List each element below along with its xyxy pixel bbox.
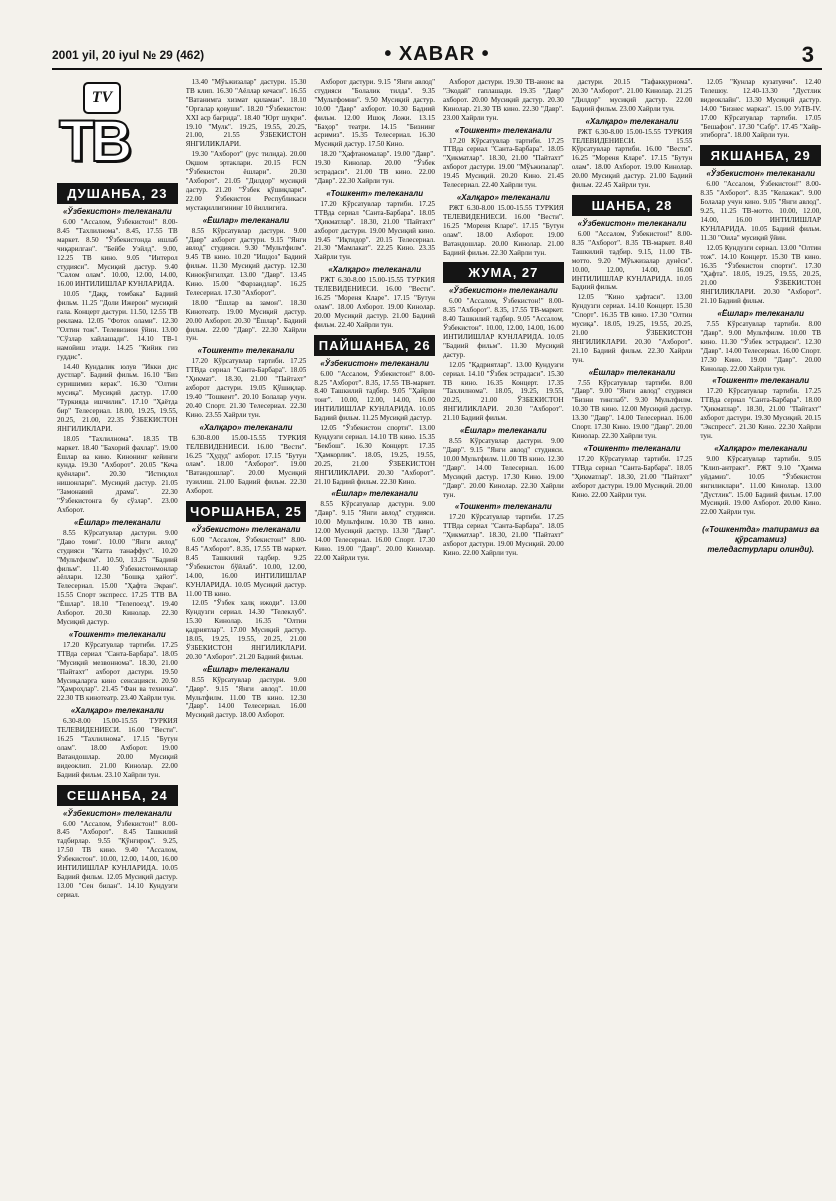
channel-heading: «Халқаро» телеканали: [70, 706, 164, 716]
column-4: [443, 78, 564, 1188]
program-listing: 6.30-8.00 15.00-15.55 ТУРКИЯ ТЕЛЕВИДЕНИЕСИ. 16.00 "Вести". 16.25 "Ҳудуд" ахборот. 17.15 "Бутун олам". 18.00 "Ахборот". 19.00 "Ватандошлар". 20.00 Мусиқий тузилиш. 21.00 Бадиий фильм. 22.30 Ахборот.: [185, 433, 307, 496]
day-heading: ДУШАНБА, 23: [57, 183, 178, 204]
program-listing: 6.00 "Ассалом, Ўзбекистон!" 8.00-8.25 "Ахборот". 8.35, 17.55 ТВ-маркет. 8.40 Ташкилий тадбир. 9.05 "Ҳайрли тонг". 10.00, 12.00, 14.00, 16.00 ИНТИЛИШЛАР КУНЛАРИДА. 10.05 Бадиий фильм. 11.25 Мусиқий дастур.: [314, 369, 436, 423]
program-listing: 8.55 Кўрсатувлар дастури. 9.00 "Давр". 9.15 "Янги авлод" студияси. 10.00 Мультфилм. 10.30 ТВ кино. 12.00 Мусиқий дастур. 13.30 "Давр". 14.00 Телесериал. 16.00 Спорт. 17.30 Кино. 19.00 "Давр". 20.00 Кинолар. 22.00 Хайрли тун.: [314, 500, 436, 562]
channel-heading: «Ёшлар» телеканали: [331, 489, 418, 499]
program-listing: 7.55 Кўрсатувлар тартиби. 8.00 "Давр". 9.00 Мультфилм. 10.00 ТВ кино. 11.30 "Ўзбек эстрадаси". 12.30 "Давр". 14.00 Телесериал. 16.00 Спорт. 17.30 Кино. 19.00 "Давр". 20.00 Кинолар. 22.00 Хайрли тун.: [700, 320, 822, 373]
program-listing: 8.55 Кўрсатувлар дастури. 9.00 "Давр" ахборот дастури. 9.15 "Янги авлод" студияси. 9.30 "Мультфилм". 9.45 ТВ кино. 10.20 "Ишдоз" Бадиий фильм. 11.30 Мусиқий дастур. 12.30 Кинокўнгилҳат. 13.00 "Давр". 13.45 Кино. 15.00 "Фарзандлар". 16.25 Телесериал. 17.30 "Ахборот".: [185, 226, 307, 297]
channel-heading: «Халқаро» телеканали: [456, 192, 550, 202]
column-2: [186, 78, 307, 1188]
channel-heading: «Ўзбекистон» телеканали: [320, 358, 430, 368]
program-listing: Ахборот дастури. 19.30 ТВ-анонс ва "Экодай" гаплашади. 19.35 "Давр" ахборот. 20.00 Мусиқий дастур. 20.30 Кинолар. 21.30 ТВ кино. 22.30 "Давр". 23.00 Хайрли тун.: [443, 78, 564, 122]
channel-heading: «Тошкент» телеканали: [68, 629, 166, 639]
program-listing: 6.00 "Ассалом, Ўзбекистон!" 8.00-8.45 "Тахлилнома". 8.45, 17.55 ТВ маркет. 8.50 "Ўзбекистонда ишлаб чиқарилган". "Бейбе Уэйлд". 9.00, 12.25 ТВ кино. 9.05 "Интерол студияси". Мусиқий дастур. 9.40 "Салом олам". 10.00, 12.00, 14.00, 16.00 ИНТИЛИШЛАР КУНЛАРИДА.: [57, 218, 178, 289]
program-listing: РЖТ 6.30-8.00 15.00-15.55 ТУРКИЯ ТЕЛЕВИДЕНИЕСИ. 16.00 "Вести". 16.25 "Мореня Кларе". 17.15 "Бутун олам". 18.00 Ахборот. 19.00 Кинолар. 20.00 Мусиқий дастур. 21.00 Бадиий фильм. 22.40 Хайрли тун.: [314, 276, 436, 329]
page-header: [52, 40, 822, 70]
channel-heading: «Ўзбекистон» телеканали: [577, 218, 687, 228]
program-listing: 12.05 "Ўзбекистон спорти". 13.00 Кундузги сериал. 14.10 ТВ кино. 15.35 "Бекбош". 16.30 Концерт. 17.35 "Ҳамкорлик". 18.05, 19.25, 19.55, 20.25, 21.00 ЎЗБЕКИСТОН ЯНГИЛИКЛАРИ. 20.30 "Ахборот". 21.10 Бадиий фильм. 22.30 Кино.: [314, 424, 436, 486]
program-listing: 6.00 "Ассалом, Ўзбекистон!" 8.00-8.35 "Ахборот". 8.35 ТВ-маркет. 8.40 Ташкилий тадбир. 9.15, 11.00 ТВ-мотто. 9.20 "Мўъжизалар дунёси". 10.00, 12.00, 14.00, 16.00 ИНТИЛИШЛАР КУНЛАРИДА. 10.05 Бадиий фильм.: [571, 229, 693, 292]
column-1-content: [57, 183, 178, 900]
program-listing: 17.20 Кўрсатувлар тартиби. 17.25 ТТВда сериал "Санта-Барбара". 18.05 "Ҳикматлар". 18.30, 21.00 "Пайтахт" ахборот дастури. 19.00 Мусиқий. 20.00 Кино. 22.00 Хайрли тун.: [443, 513, 564, 558]
channel-heading: «Халқаро» телеканали: [585, 116, 679, 126]
program-listing: 6.00 "Ассалом, Ўзбекистон!" 8.00-8.45 "Ахборот". 8.45 Ташкилий тадбирлар. 9.55 "Қўнғироқ". 9.25, 17.50 ТВ кино. 9.40 "Ассалом, Ўзбекистон". 10.00, 12.00, 14.00, 16.00 ИНТИЛИШЛАР КУНЛАРИДА. 10.05 Бадиий фильм. 12.05 Мусиқий дастур. 13.00 "Сен билан". 14.10 Кундузги сериал.: [57, 819, 178, 899]
program-listing: 6.00 "Ассалом, Ўзбекистон!" 8.00-8.35 "Ахборот". 8.35, 17.55 ТВ-маркет. 8.40 Ташкилий тадбир. 9.05 "Ассалом, Ўзбекистон". 10.00, 12.00, 14.00, 16.00 ИНТИЛИШЛАР КУНЛАРИДА. 10.05 "Бадиий фильм". 11.30 Мусиқий дастур.: [443, 297, 564, 359]
day-heading: СЕШАНБА, 24: [57, 785, 178, 806]
page-number: 3: [801, 42, 814, 67]
channel-heading: «Халқаро» телеканали: [714, 443, 808, 453]
channel-heading: «Ёшлар» телеканали: [74, 517, 161, 527]
program-listing: дастури. 20.15 "Тафаккурнома". 20.30 "Ахборот". 21.00 Кинолар. 21.25 "Дилдор" мусиқий дастур. 22.00 Бадиий фильм. 23.00 Хайрли тун.: [571, 78, 693, 113]
source-note: («Тошкентда» тапирамиз ва қўрсатамиз) теледастурлари олинди).: [702, 525, 820, 555]
program-listing: 17.20 Кўрсатувлар тартиби. 17.25 ТТВда сериал "Санта-Барбара". 18.05 "Ҳикмат". 18.30, 21.00 "Пайтахт" ахборот дастури. 19.05 Қўшиқлар. 19.40 "Тошкент". 20.10 Болалар учун. 20.40 Спорт. 21.30 Телесериал. 22.30 Кино. 23.55 Хайрли тун.: [185, 357, 307, 419]
day-heading: ЖУМА, 27: [443, 262, 564, 283]
channel-heading: «Ёшлар» телеканали: [717, 309, 804, 319]
program-listing: 8.55 Кўрсатувлар дастури. 9.00 "Даво томи". 10.00 "Янги авлод" студияси "Катта танаффус". 10.20 "Мультфилм". 10.50, 13.25 "Бадиий фильм". 11.40 Ўзбекистонмонлар аёллари. 12.30 "Бошқа ҳайот". Телесериал. 15.00 "Ҳафта Экран". 15.55 Спорт экспресс. 17.25 ТТВ ВА "Ёшлар". 18.10 "Телепоезд". 19.40 Ахборот. 20.30 Кинолар. 22.30 Мусиқий дастур.: [57, 528, 178, 626]
program-listing: РЖТ 6.30-8.00 15.00-15.55 ТУРКИЯ ТЕЛЕВИДЕНИЕСИ. 16.00 "Вести". 16.25 "Мореня Кларе". 17.15 "Бутун олам". 18.00 Ахборот. 19.00 Ватандошлар. 20.00 Кинолар. 21.00 Бадиий фильм. 22.30 Хайрли тун.: [443, 203, 564, 257]
program-listing: 17.20 Кўрсатувлар тартиби. 17.25 ТТВда сериал "Санта-Барбара". 18.05 "Ҳикматлар". 18.30, 21.00 "Пайтахт" ахборот дастури. 19.00 Мусиқий кино. 19.45 "Иқтидор". 20.15 Телесериал. 21.30 "Мамлакат". 22.25 Кино. 23.35 Хайрли тун.: [314, 199, 436, 262]
tv-logo-letters: TB: [59, 109, 129, 174]
program-listing: Ахборот дастури. 9.15 "Янги авлод" студияси "Болалик тилда". 9.35 "Мультфомни". 9.50 Мусиқий дастур. 10.00 "Давр" ахборот. 10.30 Бадиий фильм. 12.00 Ишоқ Ложи. 13.15 "Баҳор" театри. 14.15 "Бизнинг асримиз". 15.35 Телесериал. 16.30 Мусиқий дастур. 17.50 Кино.: [314, 78, 436, 149]
channel-heading: «Ўзбекистон» телеканали: [448, 286, 558, 296]
tv-logo: [57, 78, 178, 178]
channel-heading: «Ўзбекистон» телеканали: [706, 169, 816, 179]
column-6: [700, 78, 821, 1188]
program-listing: 17.20 Кўрсатувлар тартиби. 17.25 ТТВда сериал "Санта-Барбара". 18.05 "Ҳикматлар". 18.30, 21.00 "Пайтахт" ахборот дастури. 19.00 Мусиқий. 20.00 Кино. 22.00 Хайрли тун.: [571, 454, 693, 499]
program-listing: 14.40 Кундалик юлув "Икки дис дустлар". Бадиий фильм. 16.10 "Биз суришимиз керак". 16.30 "Олтин мусиқа". Мусиқий дастур. 17.00 "Туркияда ишчилик". 17.10 "Ҳаётда бир" Телесериал. 18.00, 19.25, 19.55, 20.25, 21.00, 22.35 ЎЗБЕКИСТОН ЯНГИЛИКЛАРИ.: [57, 362, 178, 433]
program-listing: 10.05 "Даққ, томбака" Бадиий фильм. 11.25 "Доли Ижерон" мусиқий гала. Концерт дастури. 11.50, 12.55 ТВ реклама. 12.05 "Фотох олами". 12.30 "Олтин тож". Телевизион ўйин. 13.00 "Сўзлар хайлашади". 14.10 ТВ-1 намойиш этади. 14.25 "Кийик гиз гуддис".: [57, 290, 178, 361]
column-4-content: [443, 78, 564, 558]
program-listing: 8.55 Кўрсатувлар дастури. 9.00 "Давр". 9.15 "Янги авлод". 10.00 Мультфилм. 11.00 ТВ кино. 12.30 "Давр". 14.00 Телесериал. 16.00 Мусиқий дастур. 18.00 Ахборот.: [185, 675, 307, 720]
day-heading: ПАЙШАНБА, 26: [314, 335, 435, 356]
program-listing: 12.05 Кундузги сериал. 13.00 "Олтин тож". 14.10 Концерт. 15.30 ТВ кино. 16.35 "Ўзбекистон спорти". 17.30 "Ҳафта". 18.05, 19.25, 19.55, 20.25, 21.00 ЎЗБЕКИСТОН ЯНГИЛИКЛАРИ. 20.30 "Ахборот". 21.10 Бадиий фильм.: [700, 243, 822, 306]
program-listing: 6.30-8.00 15.00-15.55 ТУРКИЯ ТЕЛЕВИДЕНИЕСИ. 16.00 "Вести". 16.25 "Тахлилнома". 17.15 "Бутун олам". 18.00 Ахборот. 19.00 Ватандошлар. 20.00 Мусиқий видеоклип. 21.00 Кинолар. 22.00 Бадиий фильм. 23.10 Хайрли тун.: [57, 717, 178, 779]
program-listing: РЖТ 6.30-8.00 15.00-15.55 ТУРКИЯ ТЕЛЕВИДЕНИЕСИ. 15.55 Кўрсатувлар тартиби. 16.00 "Вести". 16.25 "Мореня Кларе". 17.15 "Бутун олам". 18.00 Ахборот. 19.00 Кинолар. 20.00 Мусиқий дастур. 21.00 Бадиий фильм. 22.45 Хайрли тун.: [571, 127, 693, 190]
tv-logo-badge: TV: [83, 82, 121, 114]
program-listing: 13.40 "Мўъжизалар" дастури. 15.30 ТВ клип. 16.30 "Аёллар кечаси". 16.55 "Ватанимга хизмат қиламан". 18.10 "Оргалар қовуши". 18.20 "Ўзбекистон: XXI аср бағрида". 18.40 "Юрт шукри". 19.10 "Мулк". 19.25, 19.55, 20.25, 21.00, 21.55 ЎЗБЕКИСТОН ЯНГИЛИКЛАРИ.: [185, 78, 307, 149]
channel-heading: «Ёшлар» телеканали: [460, 426, 547, 436]
column-3: [314, 78, 435, 1188]
channel-heading: «Тошкент» телеканали: [454, 502, 552, 512]
channel-heading: «Тошкент» телеканали: [326, 188, 424, 198]
column-3-content: [314, 78, 435, 563]
channel-heading: «Ёшлар» телеканали: [202, 215, 290, 225]
program-listing: 8.55 Кўрсатувлар дастури. 9.00 "Давр". 9.15 "Янги авлод" студияси. 10.00 Мультфилм. 11.00 ТВ кино. 12.30 "Давр". 14.00 Телесериал. 16.00 Мусиқий дастур. 17.30 Кино. 19.00 "Давр". 20.00 Кинолар. 22.30 Хайрли тун.: [443, 437, 564, 499]
channel-heading: «Тошкент» телеканали: [197, 346, 295, 356]
channel-heading: «Ёшлар» телеканали: [588, 367, 676, 377]
channel-heading: «Ўзбекистон» телеканали: [62, 808, 172, 818]
program-listing: 7.55 Кўрсатувлар тартиби. 8.00 "Давр". 9.00 "Янги авлод" студияси "Бизни тинглаб". 9.30 Мультфилм. 10.30 ТВ кино. 12.00 Мусиқий дастур. 13.30 "Давр". 14.00 Телесериал. 16.00 Спорт. 17.30 Кино. 19.00 "Давр". 20.00 Кинолар. 22.30 Хайрли тун.: [571, 378, 693, 440]
day-heading: ШАНБА, 28: [572, 195, 693, 216]
program-listing: 12.05 "Қадриятлар". 13.00 Кундузги сериал. 14.10 "Ўзбек эстрадаси". 15.30 ТВ кино. 16.35 Концерт. 17.35 "Тахлилнома". 18.05, 19.25, 19.55, 20.25, 21.00 ЎЗБЕКИСТОН ЯНГИЛИКЛАРИ. 20.30 "Ахборот". 21.10 Бадиий фильм.: [443, 360, 564, 423]
channel-heading: «Халқаро» телеканали: [199, 422, 293, 432]
column-6-content: [700, 78, 821, 555]
channel-heading: «Ёшлар» телеканали: [202, 664, 290, 674]
program-listing: 9.00 Кўрсатувлар тартиби. 9.05 "Клип-антракт". РЖТ 9.10 "Ҳамма уйдамиз". 10.05 "Ўзбекистон янгиликлари". 11.00 Кинолар. 13.00 "Дустлик". 15.00 Бадиий фильм. 17.00 Мусиқий. 19.00 Ахборот. 20.00 Кино. 22.00 Хайрли тун.: [700, 454, 822, 517]
day-heading: ЧОРШАНБА, 25: [186, 501, 307, 522]
program-listing: 6.00 "Ассалом, Ўзбекистон!" 8.00-8.45 "Ахборот". 8.35, 17.55 ТВ маркет. 8.45 Ташкилий тадбир. 9.25 "Ўзбекистон бўйлаб". 10.00, 12.00, 14.00, 16.00 ИНТИЛИШЛАР КУНЛАРИДА. 10.05 Мусиқий дастур. 11.00 ТВ кино.: [185, 536, 307, 598]
newspaper-title: • XABAR •: [384, 43, 490, 65]
day-heading: ЯКШАНБА, 29: [700, 145, 821, 166]
channel-heading: «Тошкент» телеканали: [583, 443, 681, 453]
column-2-content: [186, 78, 307, 720]
column-5-content: [572, 78, 693, 499]
program-listing: 19.30 "Ахборот" (рус тилида). 20.00 Оқшом эртаклари. 20.15 FCN "Ўзбекистон ёшлари". 20.30 "Ахборот". 21.05 "Дилдор" мусиқий дастур. 21.20 "Ўзбек қўшиқлари". 22.00 Ўзбекистон Республикаси мустақиллигининг 10 йиллигига.: [185, 150, 307, 212]
program-listing: 17.20 Кўрсатувлар тартиби. 17.25 ТТВда сериал "Санта-Барбара". 18.05 "Ҳикматлар". 18.30, 21.00 "Пайтахт" ахборот дастури. 19.00 "Мўъжизалар". 19.45 Мусиқий. 20.20 Кино. 21.45 Телесериал. 22.40 Хайрли тун.: [443, 136, 564, 190]
program-listing: 18.05 "Тахлилнома". 18.35 ТВ маркет. 18.40 "Бахорий фахлар". 19.00 Ёшлар ва кино. Кинонинг кейинги кунда. 19.30 "Ахборот". 20.05 "Кеча қуёнлари". 20.30 "Истиқлол нишонлари". Мусиқий дастур. 21.05 "Замонавий драма". 22.30 "Ўзбекистонга бу сўзлар". 23.00 Ахборот.: [57, 434, 178, 514]
program-listing: 18.00 "Ёшлар ва замон". 18.30 Кинотеатр. 19.00 Мусиқий дастур. 20.00 Ахборот. 20.30 "Ёшлар". Бадиий фильм. 22.00 "Давр". 22.30 Хайрли тун.: [185, 298, 307, 343]
program-listing: 12.05 "Кунлар кузатувчи". 12.40 Телешоу. 12.40-13.30 "Дустлик видеоклайн". 13.30 Мусиқий дастур. 14.00 "Бизнес марказ". 15.00 УзТВ-IV. 17.00 Кўрсатувлар тартиби. 17.05 "Бешафон". 17.30 "Сабр". 17.45 "Хайр-этиборга". 18.00 Хайрли тун.: [700, 78, 822, 140]
channel-heading: «Халқаро» телеканали: [328, 265, 422, 275]
program-listing: 12.05 "Ўзбек халқ ижоди". 13.00 Кундузги сериал. 14.30 "Телеклуб". 15.30 Кинолар. 16.35 "Олтин қадриятлар". 17.00 Мусиқий дастур. 18.05, 19.25, 19.55, 20.25, 21.00 ЎЗБЕКИСТОН ЯНГИЛИКЛАРИ. 20.30 "Ахборот". 21.20 Бадиий фильм.: [185, 599, 307, 661]
program-listing: 17.20 Кўрсатувлар тартиби. 17.25 ТТВда сериал "Санта-Барбара". 18.05 "Мусиқий мезвоннома". 18.30, 21.00 "Пайтахт" ахборот дастури. 19.50 Мусиқаларга кино сенсацияси. 20.50 "Ҳамроҳлар". 21.45 "Фан ва техника". 22.30 ТВ кинотеатр. 23.40 Хайрли тун.: [57, 640, 178, 703]
channel-heading: «Ўзбекистон» телеканали: [62, 207, 172, 216]
channel-heading: «Ўзбекистон» телеканали: [191, 525, 301, 535]
program-listing: 12.05 "Кино ҳафтаси". 13.00 Кундузги сериал. 14.10 Концерт. 15.30 "Спорт". 16.35 ТВ кино. 17.30 "Олтин мусиқа". 18.05, 19.25, 19.55, 20.25, 21.00 ЎЗБЕКИСТОН ЯНГИЛИКЛАРИ. 20.30 "Ахборот". 21.10 Бадиий фильм. 22.30 Хайрли тун.: [571, 293, 693, 364]
program-listing: 17.20 Кўрсатувлар тартиби. 17.25 ТТВда сериал "Санта-Барбара". 18.00 "Ҳикматлар". 18.30, 21.00 "Пайтахт" ахборот дастури. 19.30 Мусиқий. 20.15 "Экспресс". 21.30 Кино. 22.30 Хайрли тун.: [700, 387, 822, 440]
program-listing: 6.00 "Ассалом, Ўзбекистон!" 8.00-8.35 "Ахборот". 8.35 "Келажак". 9.00 Болалар учун кино. 9.05 "Янги авлод". 9.25, 11.25 ТВ-мотто. 10.00, 12.00, 14.00, 16.00 ИНТИЛИШЛАР КУНЛАРИДА. 10.05 Бадиий фильм. 11.30 "Оила" мусиқий ўйин.: [700, 180, 822, 242]
column-5: [572, 78, 693, 1188]
tv-schedule-columns: [57, 78, 821, 1188]
issue-date: 2001 yil, 20 iyul № 29 (462): [52, 48, 205, 62]
channel-heading: «Тошкент» телеканали: [454, 125, 552, 135]
program-listing: 18.20 "Ҳафтаномалар". 19.00 "Давр". 19.30 Кинолар. 20.00 "Ўзбек эстрадаси". 21.00 ТВ кино. 22.00 "Давр". 22.30 Хайрли тун.: [314, 150, 436, 185]
channel-heading: «Тошкент» телеканали: [712, 376, 810, 386]
column-1: [57, 78, 178, 1188]
